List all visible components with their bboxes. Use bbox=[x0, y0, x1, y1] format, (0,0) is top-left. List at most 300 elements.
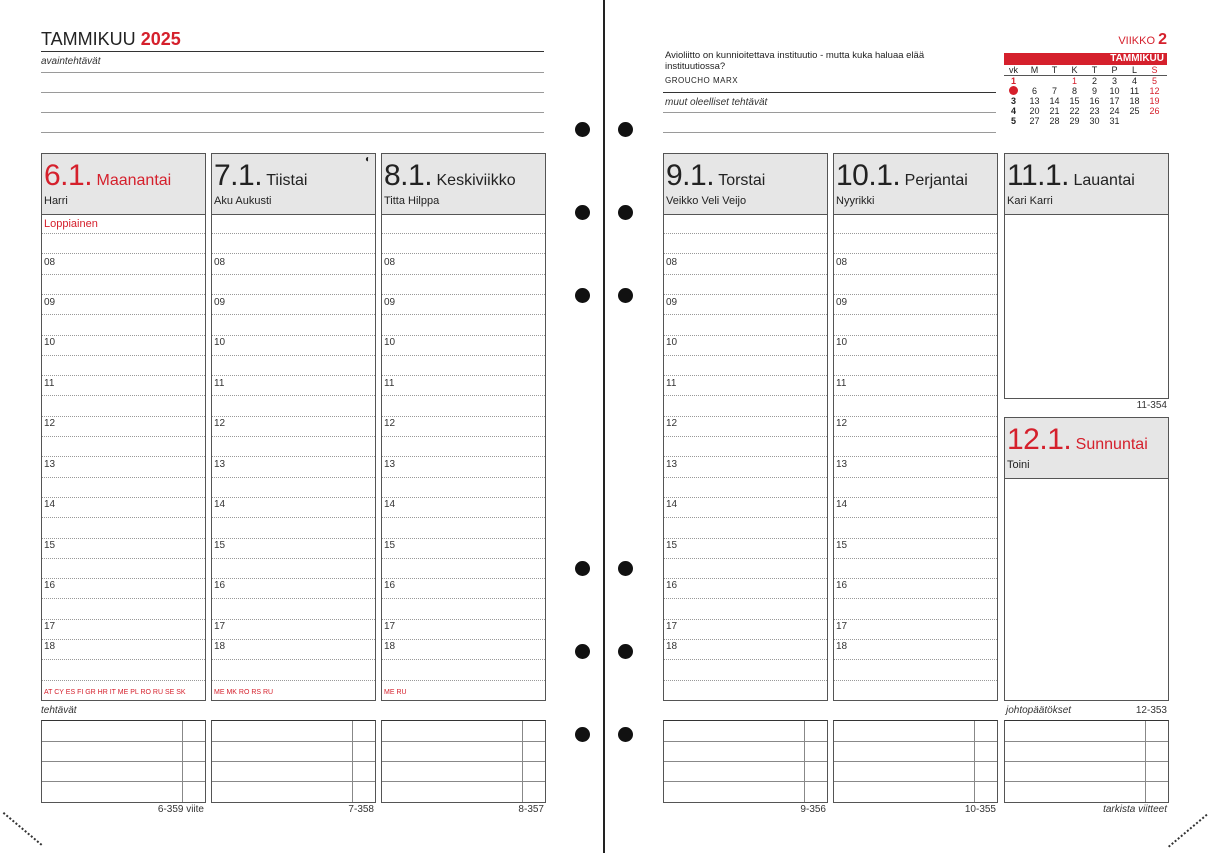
hour-label: 10 bbox=[836, 337, 848, 348]
name-day: Veikko Veli Veijo bbox=[666, 195, 747, 207]
time-slot-line[interactable] bbox=[212, 294, 375, 295]
time-slot-line[interactable] bbox=[382, 578, 545, 579]
time-slot-line[interactable] bbox=[382, 619, 545, 620]
hour-label: 16 bbox=[666, 580, 678, 591]
hour-label: 18 bbox=[384, 641, 396, 652]
time-slot-line[interactable] bbox=[212, 355, 375, 356]
hour-label: 10 bbox=[214, 337, 226, 348]
binder-hole bbox=[618, 561, 633, 576]
time-slot-line[interactable] bbox=[834, 598, 997, 599]
hour-label: 14 bbox=[214, 499, 226, 510]
quote: Avioliitto on kunnioitettava instituutio - mutta kuka haluaa elää instituutiossa? bbox=[665, 50, 925, 72]
day-header bbox=[1005, 153, 1168, 215]
time-slot-line[interactable] bbox=[212, 314, 375, 315]
day-date: 6.1. bbox=[44, 159, 93, 192]
time-slot-line[interactable] bbox=[42, 375, 205, 376]
task-grid[interactable] bbox=[211, 720, 376, 803]
task-row-line[interactable] bbox=[382, 761, 545, 762]
time-slot-line[interactable] bbox=[42, 355, 205, 356]
time-slot-line[interactable] bbox=[382, 274, 545, 275]
time-slot-line[interactable] bbox=[834, 416, 997, 417]
time-slot-line[interactable] bbox=[664, 335, 827, 336]
mini-calendar-day[interactable]: 31 bbox=[1109, 116, 1120, 126]
day-name: Sunnuntai bbox=[1071, 436, 1148, 453]
day-number bbox=[384, 159, 516, 193]
binder-hole bbox=[618, 288, 633, 303]
day-date: 11.1. bbox=[1007, 159, 1069, 192]
time-slot-line[interactable] bbox=[42, 274, 205, 275]
time-slot-line[interactable] bbox=[212, 558, 375, 559]
task-row-line[interactable] bbox=[42, 761, 205, 762]
mini-calendar-header: L bbox=[1131, 65, 1137, 75]
hour-label: 08 bbox=[836, 257, 848, 268]
task-row-line[interactable] bbox=[382, 741, 545, 742]
task-row-line[interactable] bbox=[382, 781, 545, 782]
corner-cut-left bbox=[3, 812, 43, 846]
mini-calendar-day[interactable]: 29 bbox=[1069, 116, 1080, 126]
mini-calendar-header: P bbox=[1111, 65, 1118, 75]
time-slot-line[interactable] bbox=[834, 477, 997, 478]
name-day: Harri bbox=[44, 195, 68, 207]
time-slot-line[interactable] bbox=[834, 233, 997, 234]
hour-label: 11 bbox=[384, 378, 395, 389]
mini-calendar-day[interactable]: 2 bbox=[1091, 76, 1097, 86]
hour-label: 18 bbox=[44, 641, 56, 652]
time-slot-line[interactable] bbox=[42, 659, 205, 660]
mini-calendar-week-number: 1 bbox=[1010, 76, 1016, 86]
week-indicator bbox=[1100, 31, 1167, 49]
page-spine bbox=[603, 0, 605, 853]
day-date: 10.1. bbox=[836, 159, 901, 192]
mini-calendar-day[interactable]: 22 bbox=[1069, 106, 1080, 116]
time-slot-line[interactable] bbox=[42, 680, 205, 681]
time-slot-line[interactable] bbox=[212, 497, 375, 498]
mini-calendar-day[interactable]: 18 bbox=[1129, 96, 1140, 106]
mini-calendar-day[interactable]: 27 bbox=[1029, 116, 1040, 126]
day-footer: 9-356 bbox=[800, 804, 826, 815]
time-slot-line[interactable] bbox=[834, 497, 997, 498]
hour-label: 16 bbox=[214, 580, 226, 591]
day-name: Maanantai bbox=[92, 172, 172, 189]
time-slot-line[interactable] bbox=[382, 538, 545, 539]
hour-label: 15 bbox=[384, 540, 396, 551]
time-slot-line[interactable] bbox=[212, 456, 375, 457]
task-row-line[interactable] bbox=[42, 741, 205, 742]
time-slot-line[interactable] bbox=[382, 680, 545, 681]
day-date: 9.1. bbox=[666, 159, 715, 192]
hour-label: 18 bbox=[214, 641, 226, 652]
time-slot-line[interactable] bbox=[834, 335, 997, 336]
time-slot-line[interactable] bbox=[382, 639, 545, 640]
time-slot-line[interactable] bbox=[664, 639, 827, 640]
time-slot-line[interactable] bbox=[212, 274, 375, 275]
time-slot-line[interactable] bbox=[382, 558, 545, 559]
time-slot-line[interactable] bbox=[382, 233, 545, 234]
day-header bbox=[42, 153, 205, 215]
mini-calendar-day[interactable]: 7 bbox=[1051, 86, 1057, 96]
mini-calendar-body bbox=[1004, 76, 1167, 126]
mini-calendar-day[interactable]: 28 bbox=[1049, 116, 1060, 126]
time-slot-line[interactable] bbox=[834, 355, 997, 356]
mini-calendar-week bbox=[1004, 76, 1167, 86]
task-ref-divider bbox=[182, 721, 183, 802]
day-name: Lauantai bbox=[1069, 172, 1135, 189]
task-row-line[interactable] bbox=[834, 741, 997, 742]
mini-calendar-day[interactable]: 17 bbox=[1109, 96, 1120, 106]
hour-label: 13 bbox=[44, 459, 56, 470]
hour-label: 09 bbox=[384, 297, 396, 308]
time-slot-line[interactable] bbox=[212, 538, 375, 539]
mini-calendar-day[interactable]: 11 bbox=[1129, 86, 1140, 96]
mini-calendar-week-number: 4 bbox=[1010, 106, 1016, 116]
mini-calendar-day[interactable]: 1 bbox=[1071, 76, 1077, 86]
time-slot-line[interactable] bbox=[664, 456, 827, 457]
hour-label: 15 bbox=[44, 540, 56, 551]
time-slot-line[interactable] bbox=[382, 436, 545, 437]
mini-calendar-day[interactable]: 14 bbox=[1049, 96, 1060, 106]
binder-hole bbox=[575, 205, 590, 220]
time-slot-line[interactable] bbox=[212, 436, 375, 437]
time-slot-line[interactable] bbox=[212, 416, 375, 417]
hour-label: 11 bbox=[44, 378, 55, 389]
time-slot-line[interactable] bbox=[42, 639, 205, 640]
time-slot-line[interactable] bbox=[834, 375, 997, 376]
time-slot-line[interactable] bbox=[212, 619, 375, 620]
key-task-line[interactable] bbox=[41, 92, 544, 93]
key-task-line[interactable] bbox=[41, 132, 544, 133]
time-slot-line[interactable] bbox=[212, 680, 375, 681]
hour-label: 14 bbox=[384, 499, 396, 510]
hour-label: 17 bbox=[214, 621, 226, 632]
task-grid[interactable] bbox=[833, 720, 998, 803]
time-slot-line[interactable] bbox=[212, 477, 375, 478]
hour-label: 08 bbox=[44, 257, 56, 268]
hour-label: 12 bbox=[384, 418, 396, 429]
time-slot-line[interactable] bbox=[382, 253, 545, 254]
task-grid[interactable] bbox=[381, 720, 546, 803]
time-slot-line[interactable] bbox=[664, 395, 827, 396]
mini-calendar-week-number bbox=[1004, 86, 1023, 96]
time-slot-line[interactable] bbox=[834, 456, 997, 457]
day-number bbox=[1007, 423, 1148, 457]
hour-label: 10 bbox=[44, 337, 56, 348]
time-slot-line[interactable] bbox=[834, 294, 997, 295]
day-number bbox=[44, 159, 171, 193]
hour-label: 16 bbox=[384, 580, 396, 591]
day-header bbox=[664, 153, 827, 215]
day-header bbox=[212, 153, 375, 215]
time-slot-line[interactable] bbox=[664, 436, 827, 437]
time-slot-line[interactable] bbox=[664, 578, 827, 579]
mini-calendar-day[interactable]: 19 bbox=[1149, 96, 1160, 106]
task-row-line[interactable] bbox=[212, 741, 375, 742]
mini-calendar-header: T bbox=[1051, 65, 1058, 75]
task-ref-divider bbox=[804, 721, 805, 802]
time-slot-line[interactable] bbox=[664, 294, 827, 295]
time-slot-line[interactable] bbox=[382, 335, 545, 336]
mini-calendar-day[interactable]: 3 bbox=[1111, 76, 1117, 86]
quote-underline bbox=[663, 92, 996, 93]
time-slot-line[interactable] bbox=[42, 395, 205, 396]
hour-label: 17 bbox=[384, 621, 396, 632]
conclusions-label: johtopäätökset bbox=[1006, 705, 1072, 716]
day-column[interactable] bbox=[211, 153, 376, 701]
time-slot-line[interactable] bbox=[834, 517, 997, 518]
country-holidays: ME MK RO RS RU bbox=[214, 689, 274, 696]
task-row-line[interactable] bbox=[834, 781, 997, 782]
mini-calendar-day[interactable]: 13 bbox=[1029, 96, 1040, 106]
mini-calendar-day[interactable]: 16 bbox=[1089, 96, 1100, 106]
task-row-line[interactable] bbox=[1005, 761, 1168, 762]
hour-label: 18 bbox=[836, 641, 848, 652]
time-slot-line[interactable] bbox=[664, 558, 827, 559]
time-slot-line[interactable] bbox=[834, 314, 997, 315]
day-footer: 10-355 bbox=[964, 804, 996, 815]
mini-calendar-day[interactable]: 12 bbox=[1149, 86, 1160, 96]
key-task-line[interactable] bbox=[41, 72, 544, 73]
mini-calendar-day[interactable]: 4 bbox=[1131, 76, 1137, 86]
time-slot-line[interactable] bbox=[212, 233, 375, 234]
time-slot-line[interactable] bbox=[212, 639, 375, 640]
time-slot-line[interactable] bbox=[664, 355, 827, 356]
day-footer: 6-359 viite bbox=[157, 804, 204, 815]
mini-calendar-header: K bbox=[1071, 65, 1078, 75]
hour-label: 09 bbox=[214, 297, 226, 308]
hour-label: 11 bbox=[214, 378, 225, 389]
binder-hole bbox=[575, 122, 590, 137]
day-number bbox=[1007, 159, 1135, 193]
name-day: Kari Karri bbox=[1007, 195, 1053, 207]
current-week-marker bbox=[1009, 86, 1018, 95]
task-row-line[interactable] bbox=[664, 781, 827, 782]
time-slot-line[interactable] bbox=[664, 598, 827, 599]
time-slot-line[interactable] bbox=[382, 477, 545, 478]
day-header bbox=[382, 153, 545, 215]
time-slot-line[interactable] bbox=[212, 335, 375, 336]
time-slot-line[interactable] bbox=[382, 659, 545, 660]
binder-hole bbox=[575, 561, 590, 576]
time-slot-line[interactable] bbox=[664, 619, 827, 620]
time-slot-line[interactable] bbox=[42, 456, 205, 457]
time-slot-line[interactable] bbox=[834, 639, 997, 640]
task-row-line[interactable] bbox=[212, 761, 375, 762]
time-slot-line[interactable] bbox=[834, 436, 997, 437]
mini-calendar-day[interactable]: 8 bbox=[1071, 86, 1077, 96]
time-slot-line[interactable] bbox=[42, 233, 205, 234]
time-slot-line[interactable] bbox=[664, 233, 827, 234]
binder-hole bbox=[618, 122, 633, 137]
mini-calendar-day[interactable]: 24 bbox=[1109, 106, 1120, 116]
time-slot-line[interactable] bbox=[382, 598, 545, 599]
year: 2025 bbox=[140, 29, 181, 49]
task-row-line[interactable] bbox=[834, 761, 997, 762]
mini-calendar-day[interactable]: 30 bbox=[1089, 116, 1100, 126]
mini-calendar-day[interactable]: 26 bbox=[1149, 106, 1160, 116]
hour-label: 11 bbox=[666, 378, 677, 389]
task-row-line[interactable] bbox=[664, 761, 827, 762]
time-slot-line[interactable] bbox=[834, 253, 997, 254]
country-holidays: ME RU bbox=[384, 689, 407, 696]
time-slot-line[interactable] bbox=[382, 497, 545, 498]
time-slot-line[interactable] bbox=[42, 517, 205, 518]
time-slot-line[interactable] bbox=[834, 619, 997, 620]
day-footer: 8-357 bbox=[518, 804, 544, 815]
time-slot-line[interactable] bbox=[664, 538, 827, 539]
hour-label: 13 bbox=[384, 459, 396, 470]
time-slot-line[interactable] bbox=[382, 456, 545, 457]
mini-calendar-day[interactable]: 10 bbox=[1109, 86, 1120, 96]
key-task-line[interactable] bbox=[41, 112, 544, 113]
mini-calendar-week-number: 5 bbox=[1010, 116, 1016, 126]
day-column[interactable] bbox=[663, 153, 828, 701]
time-slot-line[interactable] bbox=[664, 517, 827, 518]
mini-calendar-header: T bbox=[1091, 65, 1098, 75]
time-slot-line[interactable] bbox=[42, 619, 205, 620]
task-row-line[interactable] bbox=[1005, 781, 1168, 782]
time-slot-line[interactable] bbox=[382, 416, 545, 417]
time-slot-line[interactable] bbox=[42, 578, 205, 579]
month-name: TAMMIKUU bbox=[41, 29, 136, 49]
time-slot-line[interactable] bbox=[42, 477, 205, 478]
time-slot-line[interactable] bbox=[834, 395, 997, 396]
task-row-line[interactable] bbox=[664, 741, 827, 742]
task-ref-divider bbox=[974, 721, 975, 802]
day-name: Keskiviikko bbox=[432, 172, 516, 189]
task-grid[interactable] bbox=[663, 720, 828, 803]
time-slot-line[interactable] bbox=[382, 355, 545, 356]
other-task-line[interactable] bbox=[663, 132, 996, 133]
mini-calendar-day[interactable]: 23 bbox=[1089, 106, 1100, 116]
hour-label: 12 bbox=[214, 418, 226, 429]
task-ref-divider bbox=[1145, 721, 1146, 802]
task-row-line[interactable] bbox=[42, 781, 205, 782]
time-slot-line[interactable] bbox=[42, 558, 205, 559]
name-day: Toini bbox=[1007, 459, 1030, 471]
mini-calendar-header: vk bbox=[1009, 65, 1018, 75]
other-task-line[interactable] bbox=[663, 112, 996, 113]
time-slot-line[interactable] bbox=[212, 659, 375, 660]
hour-label: 15 bbox=[836, 540, 848, 551]
time-slot-line[interactable] bbox=[42, 497, 205, 498]
mini-calendar-day[interactable]: 5 bbox=[1151, 76, 1157, 86]
time-slot-line[interactable] bbox=[212, 578, 375, 579]
holiday-label: Loppiainen bbox=[44, 218, 98, 230]
hour-label: 17 bbox=[44, 621, 56, 632]
day-column-saturday[interactable] bbox=[1004, 153, 1169, 399]
time-slot-line[interactable] bbox=[664, 274, 827, 275]
hour-label: 08 bbox=[666, 257, 678, 268]
day-number bbox=[214, 159, 307, 193]
hour-label: 08 bbox=[214, 257, 226, 268]
time-slot-line[interactable] bbox=[664, 253, 827, 254]
time-slot-line[interactable] bbox=[382, 395, 545, 396]
hour-label: 14 bbox=[44, 499, 56, 510]
day-date: 8.1. bbox=[384, 159, 433, 192]
time-slot-line[interactable] bbox=[834, 680, 997, 681]
time-slot-line[interactable] bbox=[42, 314, 205, 315]
day-column[interactable] bbox=[41, 153, 206, 701]
time-slot-line[interactable] bbox=[212, 395, 375, 396]
time-slot-line[interactable] bbox=[664, 314, 827, 315]
other-tasks-label: muut oleelliset tehtävät bbox=[665, 97, 768, 108]
time-slot-line[interactable] bbox=[212, 598, 375, 599]
mini-calendar-week-number: 3 bbox=[1010, 96, 1016, 106]
mini-calendar-day[interactable]: 9 bbox=[1091, 86, 1097, 96]
time-slot-line[interactable] bbox=[42, 416, 205, 417]
hour-label: 10 bbox=[666, 337, 678, 348]
day-column-sunday[interactable] bbox=[1004, 417, 1169, 701]
day-column[interactable] bbox=[833, 153, 998, 701]
time-slot-line[interactable] bbox=[664, 375, 827, 376]
mini-calendar-header: S bbox=[1151, 65, 1158, 75]
task-grid[interactable] bbox=[41, 720, 206, 803]
time-slot-line[interactable] bbox=[42, 598, 205, 599]
time-slot-line[interactable] bbox=[834, 558, 997, 559]
mini-calendar-day[interactable]: 15 bbox=[1069, 96, 1080, 106]
time-slot-line[interactable] bbox=[382, 314, 545, 315]
time-slot-line[interactable] bbox=[382, 517, 545, 518]
mini-calendar-week bbox=[1004, 96, 1167, 106]
time-slot-line[interactable] bbox=[42, 294, 205, 295]
time-slot-line[interactable] bbox=[664, 477, 827, 478]
day-date: 12.1. bbox=[1007, 423, 1072, 456]
time-slot-line[interactable] bbox=[664, 659, 827, 660]
name-day: Nyyrikki bbox=[836, 195, 875, 207]
time-slot-line[interactable] bbox=[42, 253, 205, 254]
time-slot-line[interactable] bbox=[42, 436, 205, 437]
binder-hole bbox=[618, 205, 633, 220]
time-slot-line[interactable] bbox=[664, 497, 827, 498]
binder-hole bbox=[575, 727, 590, 742]
week-label: VIIKKO bbox=[1118, 35, 1156, 47]
task-ref-divider bbox=[522, 721, 523, 802]
time-slot-line[interactable] bbox=[382, 294, 545, 295]
task-row-line[interactable] bbox=[212, 781, 375, 782]
hour-label: 11 bbox=[836, 378, 847, 389]
time-slot-line[interactable] bbox=[42, 335, 205, 336]
hour-label: 17 bbox=[666, 621, 678, 632]
time-slot-line[interactable] bbox=[664, 416, 827, 417]
mini-calendar-day[interactable]: 21 bbox=[1049, 106, 1060, 116]
time-slot-line[interactable] bbox=[212, 375, 375, 376]
hour-label: 16 bbox=[836, 580, 848, 591]
time-slot-line[interactable] bbox=[834, 538, 997, 539]
time-slot-line[interactable] bbox=[212, 517, 375, 518]
mini-calendar bbox=[1004, 53, 1167, 126]
mini-calendar-day[interactable]: 20 bbox=[1029, 106, 1040, 116]
binder-hole bbox=[575, 644, 590, 659]
mini-calendar-day[interactable]: 6 bbox=[1031, 86, 1037, 96]
conclusions-grid[interactable] bbox=[1004, 720, 1169, 803]
week-number: 2 bbox=[1158, 31, 1167, 48]
name-day: Aku Aukusti bbox=[214, 195, 272, 207]
day-column[interactable] bbox=[381, 153, 546, 701]
binder-hole bbox=[575, 288, 590, 303]
time-slot-line[interactable] bbox=[382, 375, 545, 376]
mini-calendar-day[interactable]: 25 bbox=[1129, 106, 1140, 116]
time-slot-line[interactable] bbox=[834, 659, 997, 660]
hour-label: 12 bbox=[44, 418, 56, 429]
time-slot-line[interactable] bbox=[42, 538, 205, 539]
time-slot-line[interactable] bbox=[834, 578, 997, 579]
tasks-label: tehtävät bbox=[41, 705, 77, 716]
binder-hole bbox=[618, 644, 633, 659]
time-slot-line[interactable] bbox=[664, 680, 827, 681]
time-slot-line[interactable] bbox=[834, 274, 997, 275]
task-row-line[interactable] bbox=[1005, 741, 1168, 742]
day-name: Tiistai bbox=[262, 172, 308, 189]
time-slot-line[interactable] bbox=[212, 253, 375, 254]
